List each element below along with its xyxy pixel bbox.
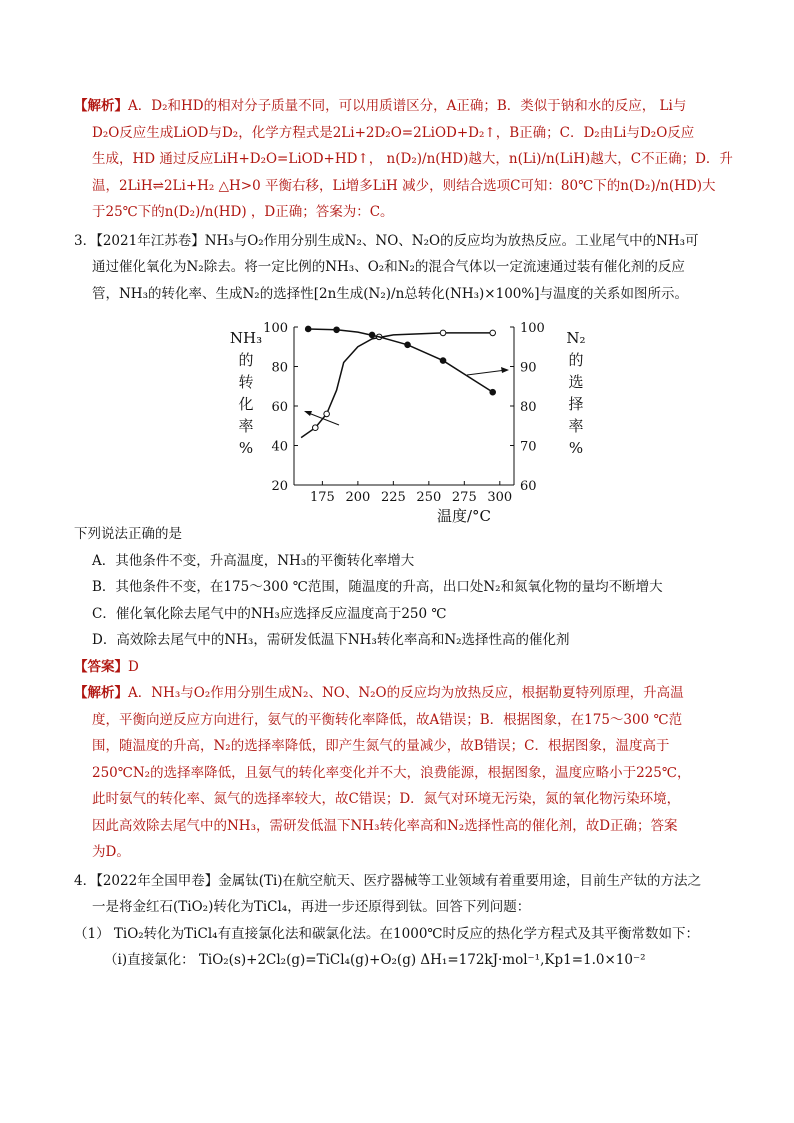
y-left-tick-label: 60 [271,400,288,415]
question-source: 【2021年江苏卷】 [96,232,205,249]
chart [224,315,604,525]
analysis-line: D₂O反应生成LiOD与D₂，化学方程式是2Li+2D₂O=2LiOD+D₂↑，B正确；C．D₂由Li与D₂O反应 [92,124,695,141]
x-tick-label: 200 [345,490,371,505]
data-point [305,326,311,332]
arrow-to-right-axis [467,370,506,375]
y-left-label-char: 化 [238,395,254,413]
y-right-tick-label: 90 [520,360,537,376]
data-point [490,330,496,336]
analysis-line: 因此高效除去尾气中的NH₃，需研发低温下NH₃转化率高和N₂选择性高的催化剂，故D正确；答案 [92,817,678,834]
x-tick-label: 275 [451,490,477,505]
option-c: C．催化氧化除去尾气中的NH₃应选择反应温度高于250 ℃ [92,605,447,622]
question-number: 3． [74,232,97,249]
x-tick-label: 250 [416,490,442,505]
option-d: D．高效除去尾气中的NH₃，需研发低温下NH₃转化率高和N₂选择性高的催化剂 [92,632,570,648]
y-left-tick-label: 40 [271,439,288,455]
question-line: NH₃与O₂作用分别生成N₂、NO、N₂O的反应均为放热反应。工业尾气中的NH₃可 [204,232,699,249]
arrow-to-left-axis [306,412,339,425]
y-right-tick-label: 80 [520,400,537,415]
y-right-tick-label: 60 [520,479,537,494]
data-point [490,389,496,395]
chart-svg [224,315,604,525]
y-right-tick-label: 70 [520,439,537,455]
analysis-line: 250℃N₂的选择率降低，且氨气的转化率变化并不大，浪费能源，根据图象，温度应略小于225℃， [92,764,691,781]
x-tick-label: 300 [487,490,513,505]
question-number: 4． [74,872,97,889]
arrow-head-right [501,367,509,373]
y-right-label-char: 率 [568,417,584,435]
data-point [369,332,375,338]
sub-question-1-i: （ⅰ)直接氯化： TiO₂(s)+2Cl₂(g)=TiCl₄(g)+O₂(g) ΔH₁=172kJ·mol⁻¹,Kp1=1.0×10⁻² [104,952,646,968]
y-left-label-char: 转 [238,373,254,391]
question-4 [74,868,724,974]
y-right-tick-label: 100 [520,321,545,336]
data-point [440,330,446,336]
y-left-label-char: NH₃ [229,329,263,347]
question-line: 管，NH₃的转化率、生成N₂的选择性[2n生成(N₂)/n总转化(NH₃)×100%]与温度的关系如图所示。 [92,285,688,302]
y-left-tick-label: 100 [263,321,288,336]
y-left-tick-label: 20 [271,479,288,494]
data-point [324,411,330,417]
analysis-block-1 [74,93,733,226]
y-left-label-char: 率 [238,417,254,435]
y-right-label-char: 择 [568,395,584,413]
data-point [312,425,318,431]
analysis-line: 于25℃下的n(D₂)/n(HD) ，D正确；答案为：C。 [92,204,394,220]
x-tick-label: 175 [309,490,335,505]
y-left-tick-label: 80 [271,360,288,376]
y-right-label-char: 选 [568,373,584,391]
data-point [405,342,411,348]
analysis-line: 温，2LiH⇌2Li+H₂ △H>0 平衡右移，Li增多LiH 减少，则结合选项C可知：80℃下的n(D₂)/n(HD)大 [92,177,716,194]
x-axis-label: 温度/°C [436,507,492,525]
y-right-label-char: 的 [568,351,584,369]
option-b: B．其他条件不变，在175～300 ℃范围，随温度的升高，出口处N₂和氮氧化物的量均不断增大 [92,579,663,595]
question-line: 金属钛(Ti)在航空航天、医疗器械等工业领域有着重要用途，目前生产钛的方法之 [218,872,702,889]
question-line: 通过催化氧化为N₂除去。将一定比例的NH₃、O₂和N₂的混合气体以一定流速通过装有催化剂的反应 [92,259,685,275]
page-content [74,93,733,974]
option-a: A．其他条件不变，升高温度，NH₃的平衡转化率增大 [92,552,415,569]
y-right-label-char: N₂ [566,329,586,347]
data-point [334,327,340,333]
question-source: 【2022年全国甲卷】 [96,872,219,889]
sub-question-1: （1） TiO₂转化为TiCl₄有直接氯化法和碳氯化法。在1000℃时反应的热化学方程式及其平衡常数如下： [74,925,700,942]
analysis-line: A．NH₃与O₂作用分别生成N₂、NO、N₂O的反应均为放热反应，根据勒夏特列原理，升高温 [128,685,684,701]
question-line: 一是将金红石(TiO₂)转化为TiCl₄，再进一步还原得到钛。回答下列问题： [92,899,531,915]
analysis-tag: 【解析】 [74,98,128,114]
analysis-line: 为D。 [92,844,130,860]
y-right-label-char: % [568,439,584,457]
analysis-line: 此时氨气的转化率、氮气的选择率较大，故C错误；D．氮气对环境无污染，氮的氧化物污染环境， [92,791,681,807]
x-tick-label: 225 [380,490,406,505]
data-point [440,358,446,364]
question-3 [74,228,724,866]
y-left-label-char: 的 [238,351,254,369]
answer-tag: 【答案】 [74,658,128,675]
question-prompt: 下列说法正确的是 [74,526,182,542]
arrow-head-left [304,411,312,416]
analysis-line: A．D₂和HD的相对分子质量不同，可以用质谱区分，A正确；B．类似于钠和水的反应， Li与 [128,98,687,114]
analysis-line: 生成，HD 通过反应LiH+D₂O=LiOD+HD↑， n(D₂)/n(HD)越大，n(Li)/n(LiH)越大，C不正确；D．升 [92,151,733,167]
y-left-label-char: % [238,439,254,457]
analysis-tag: 【解析】 [74,685,128,701]
series-line-1 [308,329,493,392]
analysis-line: 围，随温度的升高，N₂的选择率降低，即产生氮气的量减少，故B错误；C．根据图象，温度高于 [92,738,670,754]
answer-value: D [128,658,139,675]
analysis-line: 度，平衡向逆反应方向进行，氨气的平衡转化率降低，故A错误；B．根据图象，在175～300 ℃范 [92,711,683,728]
